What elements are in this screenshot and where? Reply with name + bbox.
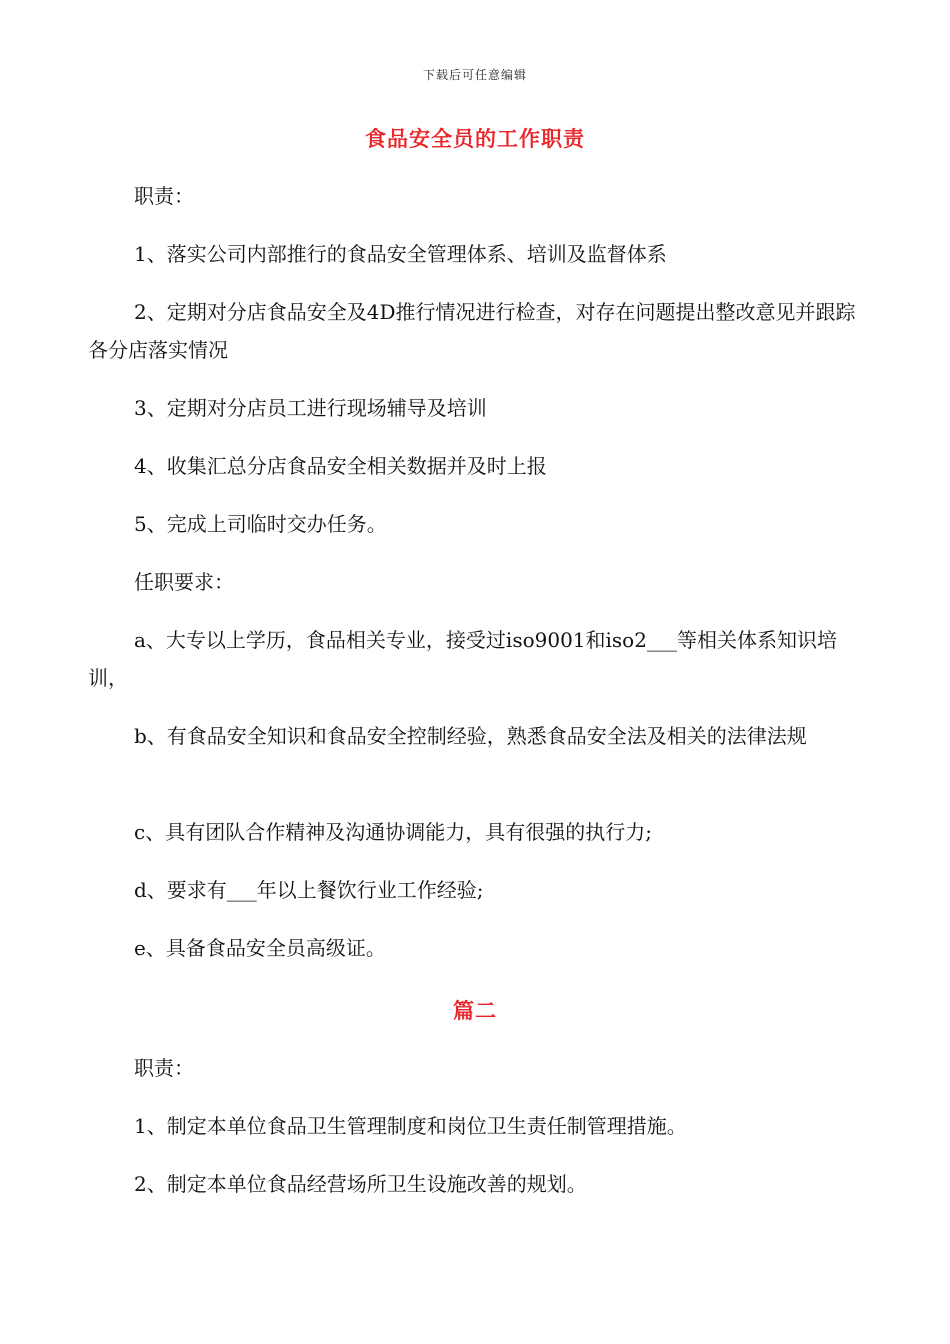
requirement-item: e、具备食品安全员高级证。 bbox=[134, 936, 386, 960]
duty-item: 5、完成上司临时交办任务。 bbox=[134, 512, 387, 536]
header-note: 下载后可任意编辑 bbox=[422, 68, 527, 82]
section-heading: 篇二 bbox=[453, 999, 497, 1023]
duty-item: 1、制定本单位食品卫生管理制度和岗位卫生责任制管理措施。 bbox=[134, 1114, 687, 1138]
document-title: 食品安全员的工作职责 bbox=[365, 127, 585, 151]
duty-heading: 职责： bbox=[134, 184, 194, 208]
duty-item: 3、定期对分店员工进行现场辅导及培训 bbox=[134, 396, 487, 420]
requirements-heading: 任职要求： bbox=[134, 570, 234, 594]
requirement-item: d、要求有___年以上餐饮行业工作经验; bbox=[134, 878, 484, 902]
duty-item: 2、制定本单位食品经营场所卫生设施改善的规划。 bbox=[134, 1172, 587, 1196]
duty-item: 4、收集汇总分店食品安全相关数据并及时上报 bbox=[134, 454, 547, 478]
requirement-item: c、具有团队合作精神及沟通协调能力，具有很强的执行力; bbox=[134, 820, 652, 844]
requirement-item: b、有食品安全知识和食品安全控制经验，熟悉食品安全法及相关的法律法规 bbox=[134, 724, 807, 748]
requirement-item: a、大专以上学历，食品相关专业，接受过iso9001和iso2___等相关体系知识培训， bbox=[88, 628, 837, 690]
duty-heading: 职责： bbox=[134, 1056, 194, 1080]
duty-item: 2、定期对分店食品安全及4D推行情况进行检查，对存在问题提出整改意见并跟踪各分店落实情况 bbox=[88, 300, 856, 362]
duty-item: 1、落实公司内部推行的食品安全管理体系、培训及监督体系 bbox=[134, 242, 667, 266]
